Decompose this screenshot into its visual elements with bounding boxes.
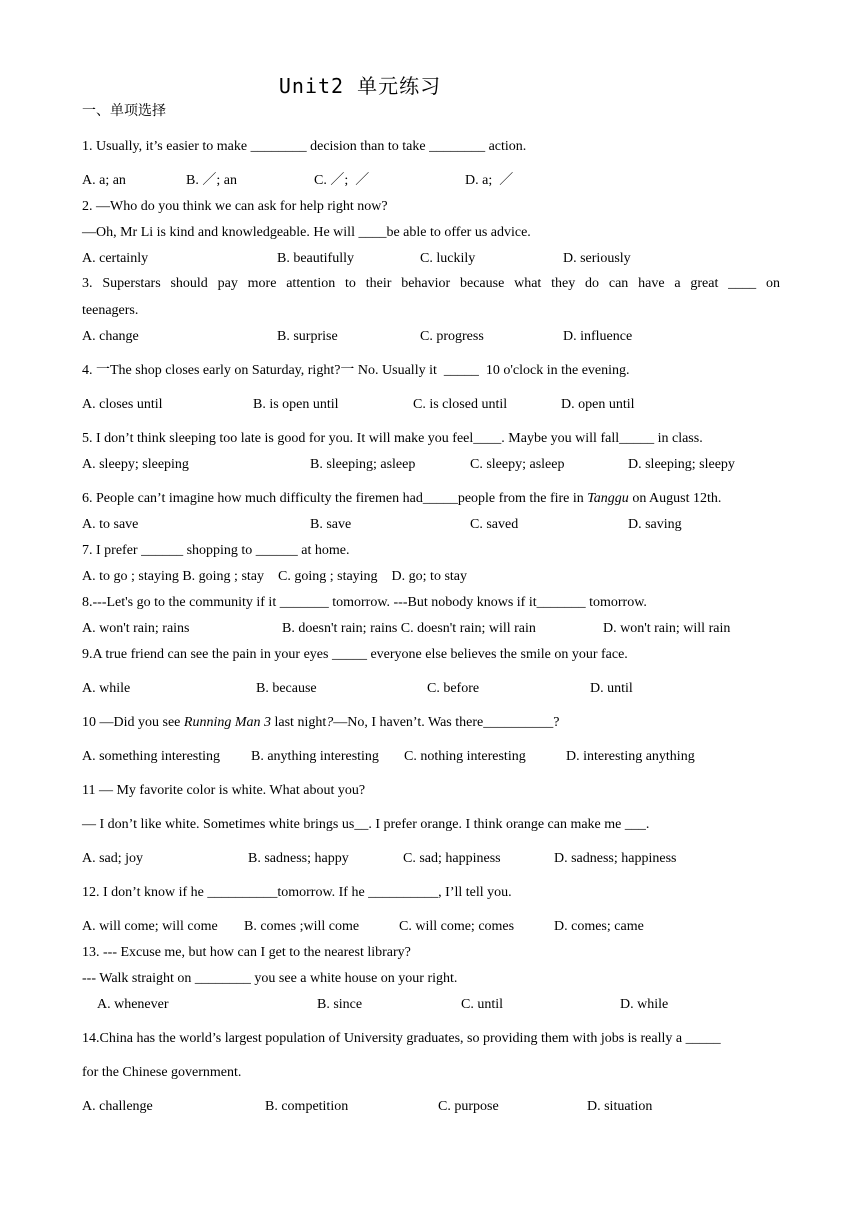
- question-4-option-c: C. is closed until: [413, 397, 508, 412]
- question-6-option-a: A. to save: [82, 517, 139, 532]
- question-2-option-b: B. beautifully: [277, 251, 354, 266]
- question-8-option-d: D. won't rain; will rain: [603, 621, 731, 636]
- question-6-option-d: D. saving: [628, 517, 682, 532]
- question-1-stem: 1. Usually, it’s easier to make ________ decision than to take ________ action.: [82, 139, 527, 154]
- question-14-stem: 14.China has the world’s largest population of University graduates, so providing them with jobs is really a _____: [82, 1031, 721, 1046]
- question-1-option-d: D. a; ／: [465, 173, 514, 188]
- question-14-stem-cont: for the Chinese government.: [82, 1065, 242, 1080]
- question-2-stem-reply: —Oh, Mr Li is kind and knowledgeable. He will ____be able to offer us advice.: [82, 225, 531, 240]
- section-heading: 一、单项选择: [82, 104, 166, 119]
- question-10-option-b: B. anything interesting: [251, 749, 379, 764]
- place-name-italic: Tanggu: [587, 491, 629, 506]
- question-12-stem: 12. I don’t know if he __________tomorrow. If he __________, I’ll tell you.: [82, 885, 512, 900]
- question-11-option-c: C. sad; happiness: [403, 851, 501, 866]
- question-11-option-d: D. sadness; happiness: [554, 851, 677, 866]
- question-13-stem-reply: --- Walk straight on ________ you see a white house on your right.: [82, 971, 458, 986]
- question-10-option-d: D. interesting anything: [566, 749, 695, 764]
- question-9-option-d: D. until: [590, 681, 633, 696]
- question-3-stem-cont: teenagers.: [82, 303, 139, 318]
- question-10-option-a: A. something interesting: [82, 749, 221, 764]
- question-9-option-c: C. before: [427, 681, 480, 696]
- question-3-option-d: D. influence: [563, 329, 633, 344]
- question-3-option-a: A. change: [82, 329, 139, 344]
- question-8-option-a: A. won't rain; rains: [82, 621, 190, 636]
- question-4-stem: 4. 一The shop closes early on Saturday, right?一 No. Usually it _____ 10 o'clock in the evening.: [82, 363, 630, 378]
- question-1-option-c: C. ／; ／: [314, 173, 370, 188]
- question-7-stem: 7. I prefer ______ shopping to ______ at home.: [82, 543, 350, 558]
- question-3-option-c: C. progress: [420, 329, 484, 344]
- question-6-option-b: B. save: [310, 517, 352, 532]
- question-5-option-a: A. sleepy; sleeping: [82, 457, 189, 472]
- question-8-option-bc: B. doesn't rain; rains C. doesn't rain; will rain: [282, 621, 536, 636]
- question-13-option-a: A. whenever: [97, 997, 169, 1012]
- question-5-stem: 5. I don’t think sleeping too late is good for you. It will make you feel____. Maybe you will fall_____ in class.: [82, 431, 703, 446]
- question-10-option-c: C. nothing interesting: [404, 749, 526, 764]
- question-8-stem: 8.---Let's go to the community if it _______ tomorrow. ---But nobody knows if it_______ tomorrow.: [82, 595, 647, 610]
- question-11-stem-reply: — I don’t like white. Sometimes white brings us__. I prefer orange. I think orange can make me ___.: [82, 817, 650, 832]
- question-14-option-c: C. purpose: [438, 1099, 499, 1114]
- question-5-option-b: B. sleeping; asleep: [310, 457, 416, 472]
- question-12-option-c: C. will come; comes: [399, 919, 515, 934]
- question-5-option-c: C. sleepy; asleep: [470, 457, 565, 472]
- question-13-option-b: B. since: [317, 997, 363, 1012]
- question-1-option-a: A. a; an: [82, 173, 126, 188]
- question-6-option-c: C. saved: [470, 517, 519, 532]
- question-2-option-a: A. certainly: [82, 251, 149, 266]
- question-13-stem: 13. --- Excuse me, but how can I get to the nearest library?: [82, 945, 411, 960]
- question-11-option-a: A. sad; joy: [82, 851, 144, 866]
- question-10-stem: 10 —Did you see Running Man 3 last night?—No, I haven’t. Was there__________?: [82, 715, 560, 730]
- question-11-option-b: B. sadness; happy: [248, 851, 349, 866]
- question-2-option-d: D. seriously: [563, 251, 631, 266]
- question-14-option-d: D. situation: [587, 1099, 653, 1114]
- question-4-option-d: D. open until: [561, 397, 635, 412]
- question-9-option-a: A. while: [82, 681, 131, 696]
- page-title: Unit2 单元练习: [278, 74, 442, 98]
- question-2-stem: 2. —Who do you think we can ask for help right now?: [82, 199, 388, 214]
- question-1-option-b: B. ／; an: [186, 173, 237, 188]
- question-6-stem: 6. People can’t imagine how much difficulty the firemen had_____people from the fire in Tanggu on August 12th.: [82, 491, 722, 506]
- question-3-stem: 3. Superstars should pay more attention to their behavior because what they do can have a great ____ on: [82, 276, 780, 291]
- question-4-option-a: A. closes until: [82, 397, 163, 412]
- question-2-option-c: C. luckily: [420, 251, 476, 266]
- question-3-option-b: B. surprise: [277, 329, 338, 344]
- question-14-option-a: A. challenge: [82, 1099, 153, 1114]
- movie-title-italic: Running Man 3: [183, 715, 271, 730]
- question-9-stem: 9.A true friend can see the pain in your eyes _____ everyone else believes the smile on your face.: [82, 647, 628, 662]
- question-13-option-c: C. until: [461, 997, 504, 1012]
- question-11-stem: 11 — My favorite color is white. What about you?: [82, 783, 366, 798]
- question-12-option-b: B. comes ;will come: [244, 919, 360, 934]
- question-9-option-b: B. because: [256, 681, 317, 696]
- question-4-option-b: B. is open until: [253, 397, 339, 412]
- question-13-option-d: D. while: [620, 997, 669, 1012]
- question-12-option-a: A. will come; will come: [82, 919, 218, 934]
- question-14-option-b: B. competition: [265, 1099, 349, 1114]
- question-12-option-d: D. comes; came: [554, 919, 644, 934]
- question-7-options: A. to go ; staying B. going ; stay C. going ; staying D. go; to stay: [82, 569, 467, 584]
- question-5-option-d: D. sleeping; sleepy: [628, 457, 735, 472]
